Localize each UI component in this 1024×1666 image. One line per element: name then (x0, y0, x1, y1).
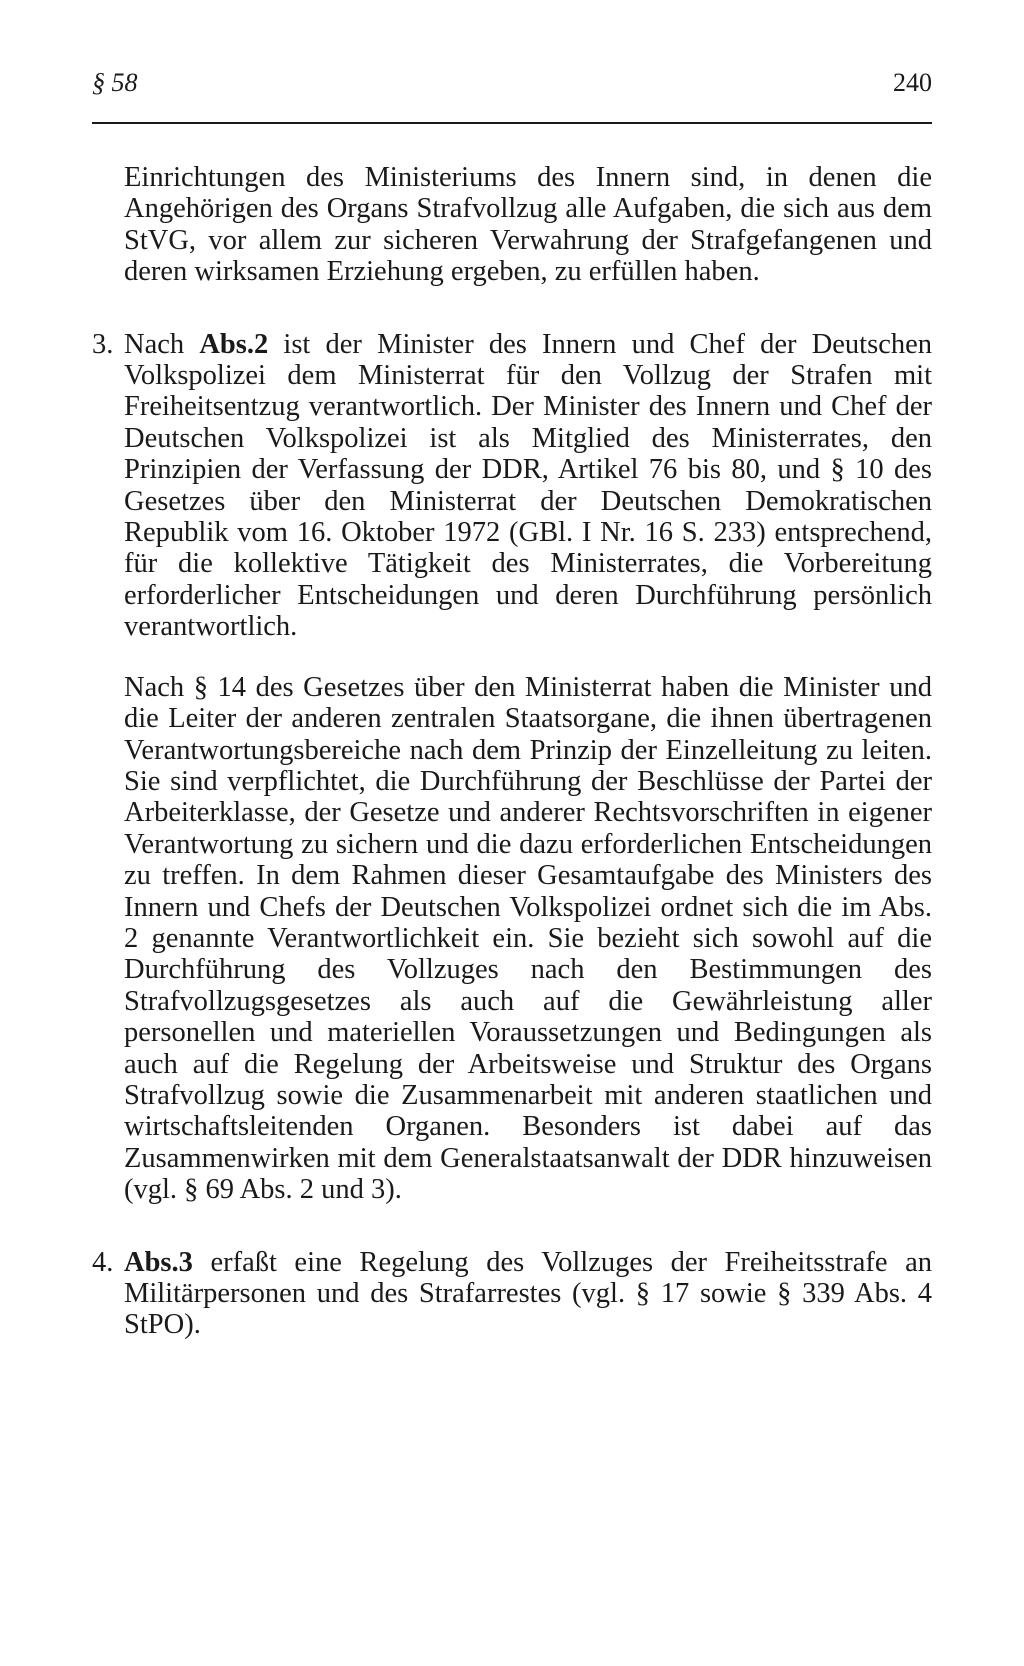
item-bold-reference: Abs.3 (124, 1246, 193, 1278)
item-bold-reference: Abs.2 (199, 328, 269, 360)
item-lead: Nach (124, 328, 185, 360)
item-text: ist der Minister des Innern und Chef der Deutschen Volkspolizei dem Ministerrat für den Vollzug der Strafen mit Freiheitsentzug verantwortlich. Der Minister des Innern und Chef der Deutschen Volkspolizei ist als Mitglied des Ministerrates, den Prinzipien der Verfassung der DDR, Artikel 76 bis 80, und § 10 des Gesetzes über den Ministerrat der Deutschen Demokratischen Republik vom 16. Oktober 1972 (GBl. I Nr. 16 S. 233) entsprechend, für die kollektive Tätigkeit des Ministerrates, die Vorbereitung erforderlicher Entscheidungen und deren Durchführung persönlich verantwortlich. (124, 328, 932, 643)
list-item-4 (92, 1247, 932, 1341)
header-rule (92, 122, 932, 124)
item-number: 4. (92, 1246, 114, 1278)
page-number: 240 (893, 68, 932, 97)
item-text: erfaßt eine Regelung des Vollzuges der Freiheitsstrafe an Militärpersonen und des Strafarrestes (vgl. § 17 sowie § 339 Abs. 4 StPO). (124, 1246, 933, 1341)
paragraph-ministerrat: Nach § 14 des Gesetzes über den Ministerrat haben die Minister und die Leiter der anderen zentralen Staatsorgane, die ihnen übertragenen Verantwortungsbereiche nach dem Prinzip der Einzelleitung zu leiten. Sie sind verpflichtet, die Durchführung der Beschlüsse der Partei der Arbeiterklasse, der Gesetze und anderer Rechtsvorschriften in eigener Verantwortung zu sichern und die dazu erforderlichen Entscheidungen zu treffen. In dem Rahmen dieser Gesamtaufgabe des Ministers des Innern und Chefs der Deutschen Volkspolizei ordnet sich die im Abs. 2 genannte Verantwortlichkeit ein. Sie bezieht sich sowohl auf die Durchführung des Vollzuges nach den Bestimmungen des Strafvollzugsgesetzes als auch auf die Gewährleistung aller personellen und materiellen Voraussetzungen und Bedingungen als auch auf die Regelung der Arbeitsweise und Struktur des Organs Strafvollzug sowie die Zusammenarbeit mit anderen staatlichen und wirtschaftsleitenden Organen. Besonders ist dabei auf das Zusammenwirken mit dem Generalstaatsanwalt der DDR hinzuweisen (vgl. § 69 Abs. 2 und 3). (124, 671, 932, 1206)
paragraph-continuation: Einrichtungen des Ministeriums des Innern sind, in denen die Angehörigen des Organs Strafvollzug alle Aufgaben, die sich aus dem StVG, vor allem zur sicheren Verwahrung der Strafgefangenen und deren wirksamen Erziehung ergeben, zu erfüllen haben. (124, 162, 932, 288)
item-number: 3. (92, 328, 114, 360)
body-text (92, 162, 932, 1341)
list-item-3 (92, 329, 932, 643)
running-head (92, 68, 932, 108)
section-reference: § 58 (92, 68, 138, 97)
